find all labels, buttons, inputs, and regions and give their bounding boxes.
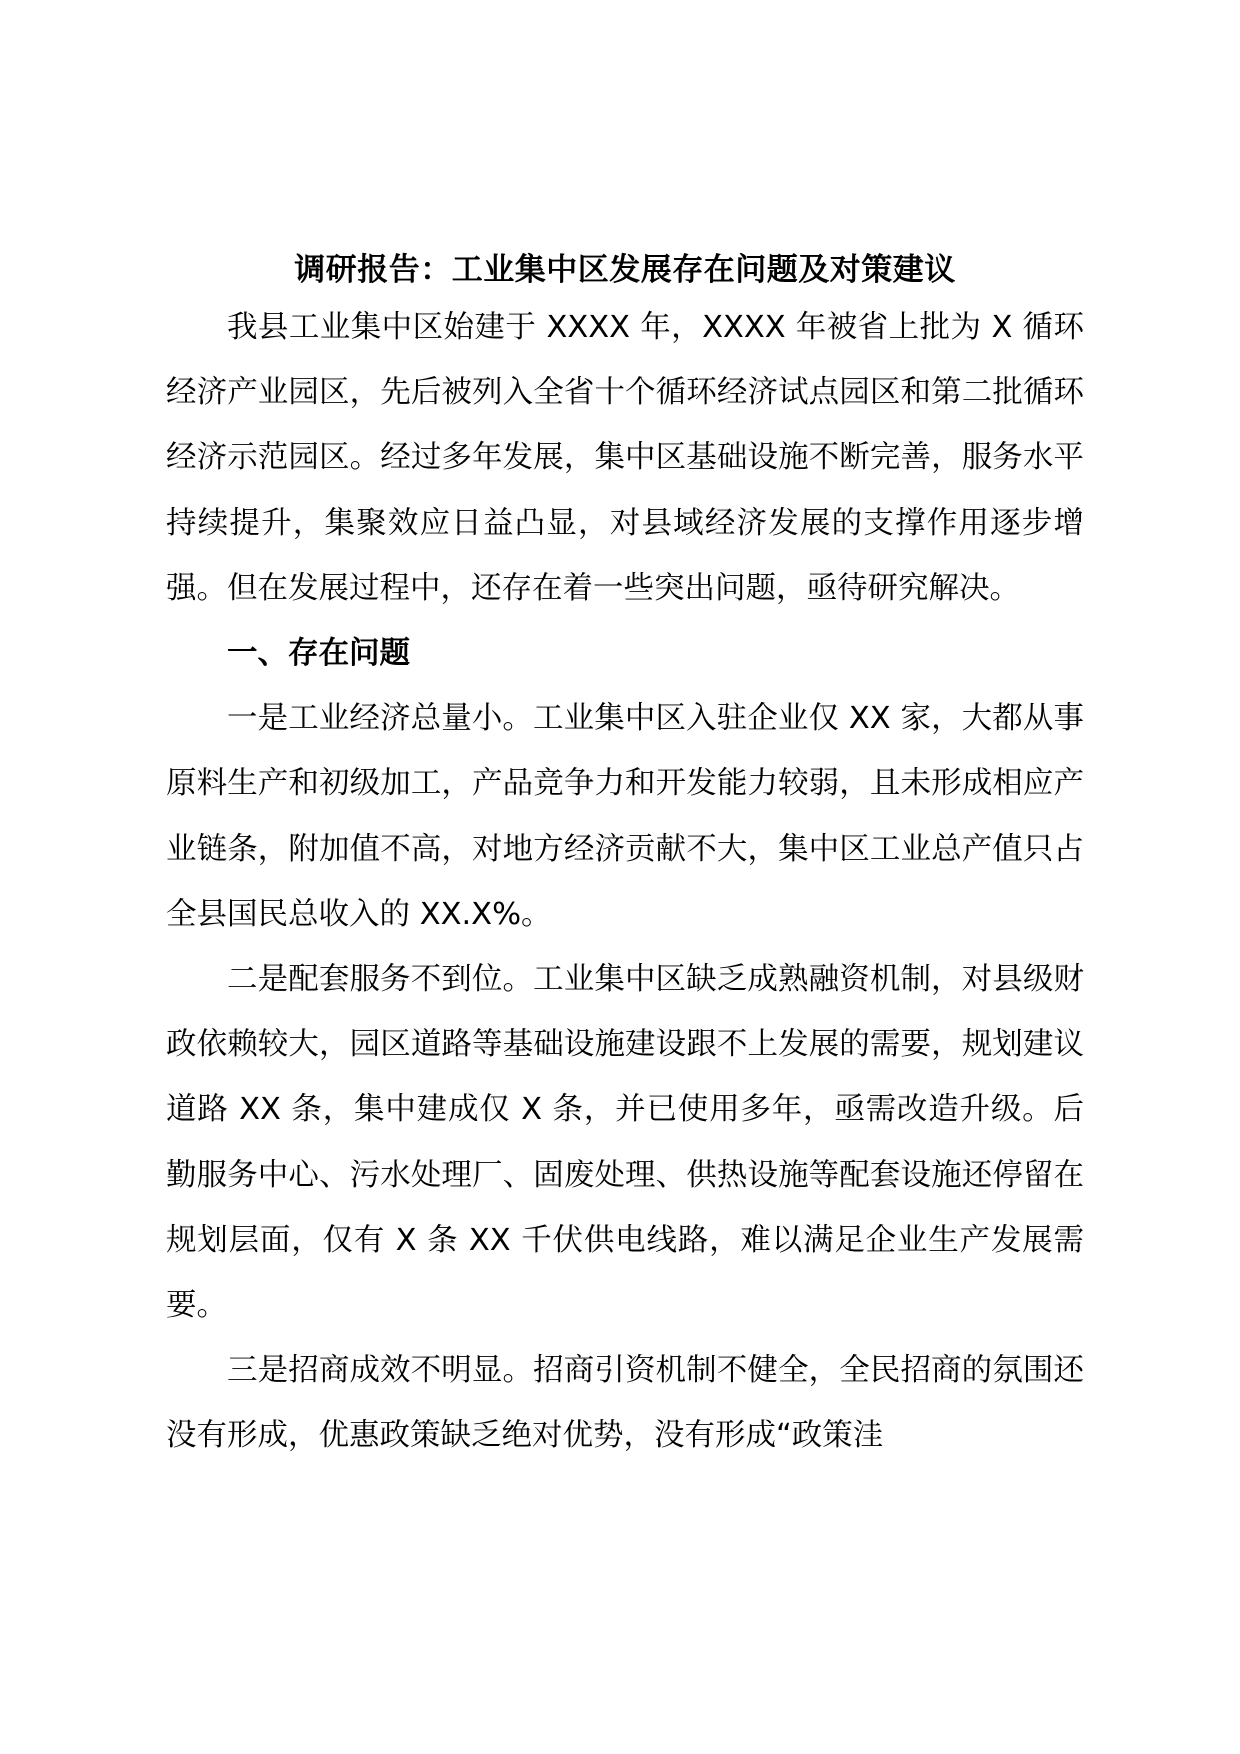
document-body xyxy=(166,245,1084,1469)
section-heading-problems: 一、存在问题 xyxy=(227,636,410,672)
document-title: 调研报告：工业集中区发展存在问题及对策建议 xyxy=(294,252,956,288)
problem-paragraph-1: 一是工业经济总量小。工业集中区入驻企业仅 XX 家，大都从事原料生产和初级加工，产品竞争力和开发能力较弱，且未形成相应产业链条，附加值不高，对地方经济贡献不大，集中区工业总产值只占全县国民总收入的 XX.X%。 xyxy=(166,701,1084,932)
problem-paragraph-3: 三是招商成效不明显。招商引资机制不健全，全民招商的氛围还没有形成，优惠政策缺乏绝对优势，没有形成“政策洼 xyxy=(166,1353,1084,1454)
intro-paragraph: 我县工业集中区始建于 XXXX 年，XXXX 年被省上批为 X 循环经济产业园区，先后被列入全省十个循环经济试点园区和第二批循环经济示范园区。经过多年发展，集中区基础设施不断完善，服务水平持续提升，集聚效应日益凸显，对县域经济发展的支撑作用逐步增强。但在发展过程中，还存在着一些突出问题，亟待研究解决。 xyxy=(166,310,1084,606)
problem-paragraph-2: 二是配套服务不到位。工业集中区缺乏成熟融资机制，对县级财政依赖较大，园区道路等基础设施建设跟不上发展的需要，规划建议道路 XX 条，集中建成仅 X 条，并已使用多年，亟需改造升级。后勤服务中心、污水处理厂、固废处理、供热设施等配套设施还停留在规划层面，仅有 X 条 XX 千伏供电线路，难以满足企业生产发展需要。 xyxy=(166,962,1084,1324)
